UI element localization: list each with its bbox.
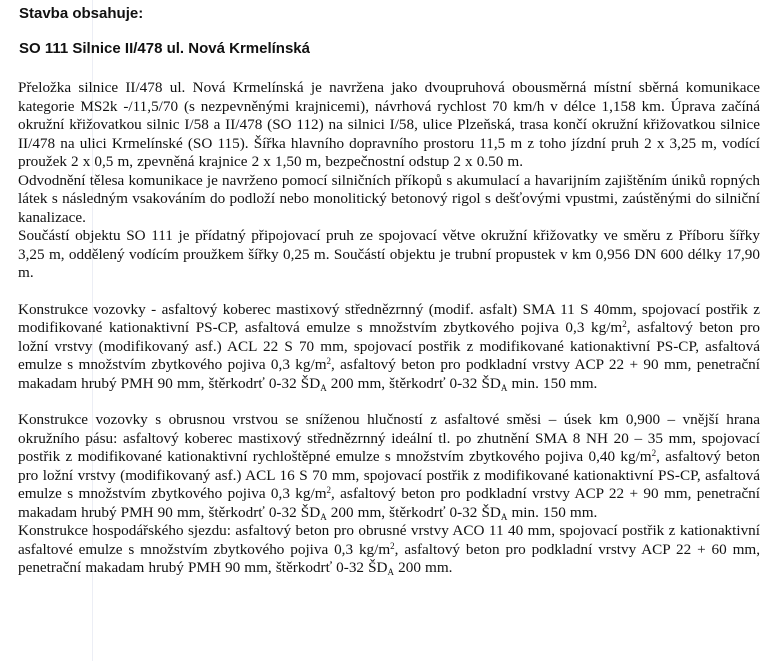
subscript: A	[500, 511, 508, 522]
text-run: Konstrukce vozovky - asfaltový koberec mastixový střednězrnný (modif. asfalt) SMA 11 S 40mm, spojovací postřik z modifikované kationaktivní PS-CP, asfaltová emulze s množstvím zbytkového pojiva 0,3 kg/m	[18, 300, 760, 336]
text-run: , asfaltový beton pro podkladní vrstvy ACP 22 + 60 mm, penetrační makadam hrubý PMH 90 mm, štěrkodrť 0-32 ŠD	[18, 540, 761, 576]
text-run: 200 mm.	[394, 559, 453, 576]
text-run: min. 150 mm.	[507, 503, 598, 521]
superscript: 2	[326, 356, 332, 366]
text-run: , asfaltový beton pro ložní vrstvy (modifikovaný asf.) ACL 16 S 70 mm, spojovací postřik z modifikované kationaktivní PS-CP, asfaltová emulze s množstvím zbytkového pojiva 0,3 kg/m	[18, 448, 761, 502]
paragraph-pavement-structure	[18, 301, 760, 394]
paragraph-route-description: Přeložka silnice II/478 ul. Nová Krmelínská je navržena jako dvoupruhová obousměrná místní sběrná komunikace kategorie MS2k -/11,5/70 (s nezpevněnými krajnicemi), návrhová rychlost 70 km/h v délce 1,158 km. Úprava začíná okružní křižovatkou silnic I/58 a II/478 (SO 112) na silnici I/58, ulice Plzeňská, trasa končí okružní křižovatkou silnice II/478 na ulici Krmelínské (SO 115). Šířka hlavního dopravního prostoru 11,5 m z toho jízdní pruh 2 x 3,25 m, vodící proužek 2 x 0,5 m, zpevněná krajnice 2 x 1,50 m, bezpečnostní odstup 2 x 0.50 m.	[18, 79, 760, 170]
text-run: , asfaltový beton pro ložní vrstvy (modifikovaný asf.) ACL 22 S 70 mm, spojovací postřik z modifikované kationaktivní PS-CP, asfaltová emulze s množstvím zbytkového pojiva 0,3 kg/m	[18, 319, 760, 373]
text-run: 200 mm, štěrkodrť 0-32 ŠD	[326, 503, 501, 521]
text-run: Konstrukce hospodářského sjezdu: asfaltový beton pro obrusné vrstvy ACO 11 40 mm, spojovací postřik z kationaktivní asfaltové emulze s množstvím zbytkového pojiva 0,3 kg/m	[18, 522, 760, 558]
paragraph-drainage: Odvodnění tělesa komunikace je navrženo pomocí silničních příkopů s akumulací a havarijním zajištěním úniků ropných látek s následným vsakováním do podloží nebo monolitický betonový rigol s dešťovými vpustmi, zaústěnými do silniční kanalizace.	[18, 171, 760, 226]
document-heading: Stavba obsahuje:	[19, 5, 144, 22]
paragraph-additional-lane: Součástí objektu SO 111 je přídatný připojovací pruh ze spojovací větve okružní křižovatky ve směru z Příboru šířky 3,25 m, oddělený vodícím proužkem šířky 0,25 m. Součástí objektu je trubní propustek v km 0,956 DN 600 délky 17,90 m.	[18, 227, 760, 281]
paragraph-farm-driveway	[18, 522, 760, 578]
paragraph-spacer	[18, 393, 760, 411]
superscript: 2	[326, 485, 332, 495]
paragraph-low-noise-pavement	[18, 411, 760, 522]
superscript: 2	[622, 319, 627, 329]
superscript: 2	[390, 540, 395, 551]
paragraph-spacer	[18, 283, 760, 301]
text-run: , asfaltový beton pro podkladní vrstvy ACP 22 + 90 mm, penetrační makadam hrubý PMH 90 mm, štěrkodrť 0-32 ŠD	[18, 356, 760, 392]
superscript: 2	[651, 448, 657, 458]
subscript: A	[387, 567, 395, 577]
subscript: A	[500, 382, 508, 393]
subscript: A	[320, 382, 327, 393]
text-run: , asfaltový beton pro podkladní vrstvy ACP 22 + 90 mm, penetrační makadam hrubý PMH 90 mm, štěrkodrť 0-32 ŠD	[18, 485, 760, 521]
text-run: Konstrukce vozovky s obrusnou vrstvou se sníženou hlučností z asfaltové směsi – úsek km 0,900 – vnější hrana okružního pásu: asfaltový koberec mastixový střednězrnný ideální tl. po zhutnění SMA 8 NH 20 – 35 mm, spojovací postřik z modifikované kationaktivní rychloštěpné emulze s množstvím zbytkového pojiva 0,40 kg/m	[18, 411, 760, 465]
text-run: min. 150 mm.	[507, 374, 598, 392]
section-title: SO 111 Silnice II/478 ul. Nová Krmelínská	[19, 40, 310, 57]
document-body	[18, 79, 760, 578]
subscript: A	[320, 511, 327, 522]
text-run: 200 mm, štěrkodrť 0-32 ŠD	[326, 374, 501, 392]
